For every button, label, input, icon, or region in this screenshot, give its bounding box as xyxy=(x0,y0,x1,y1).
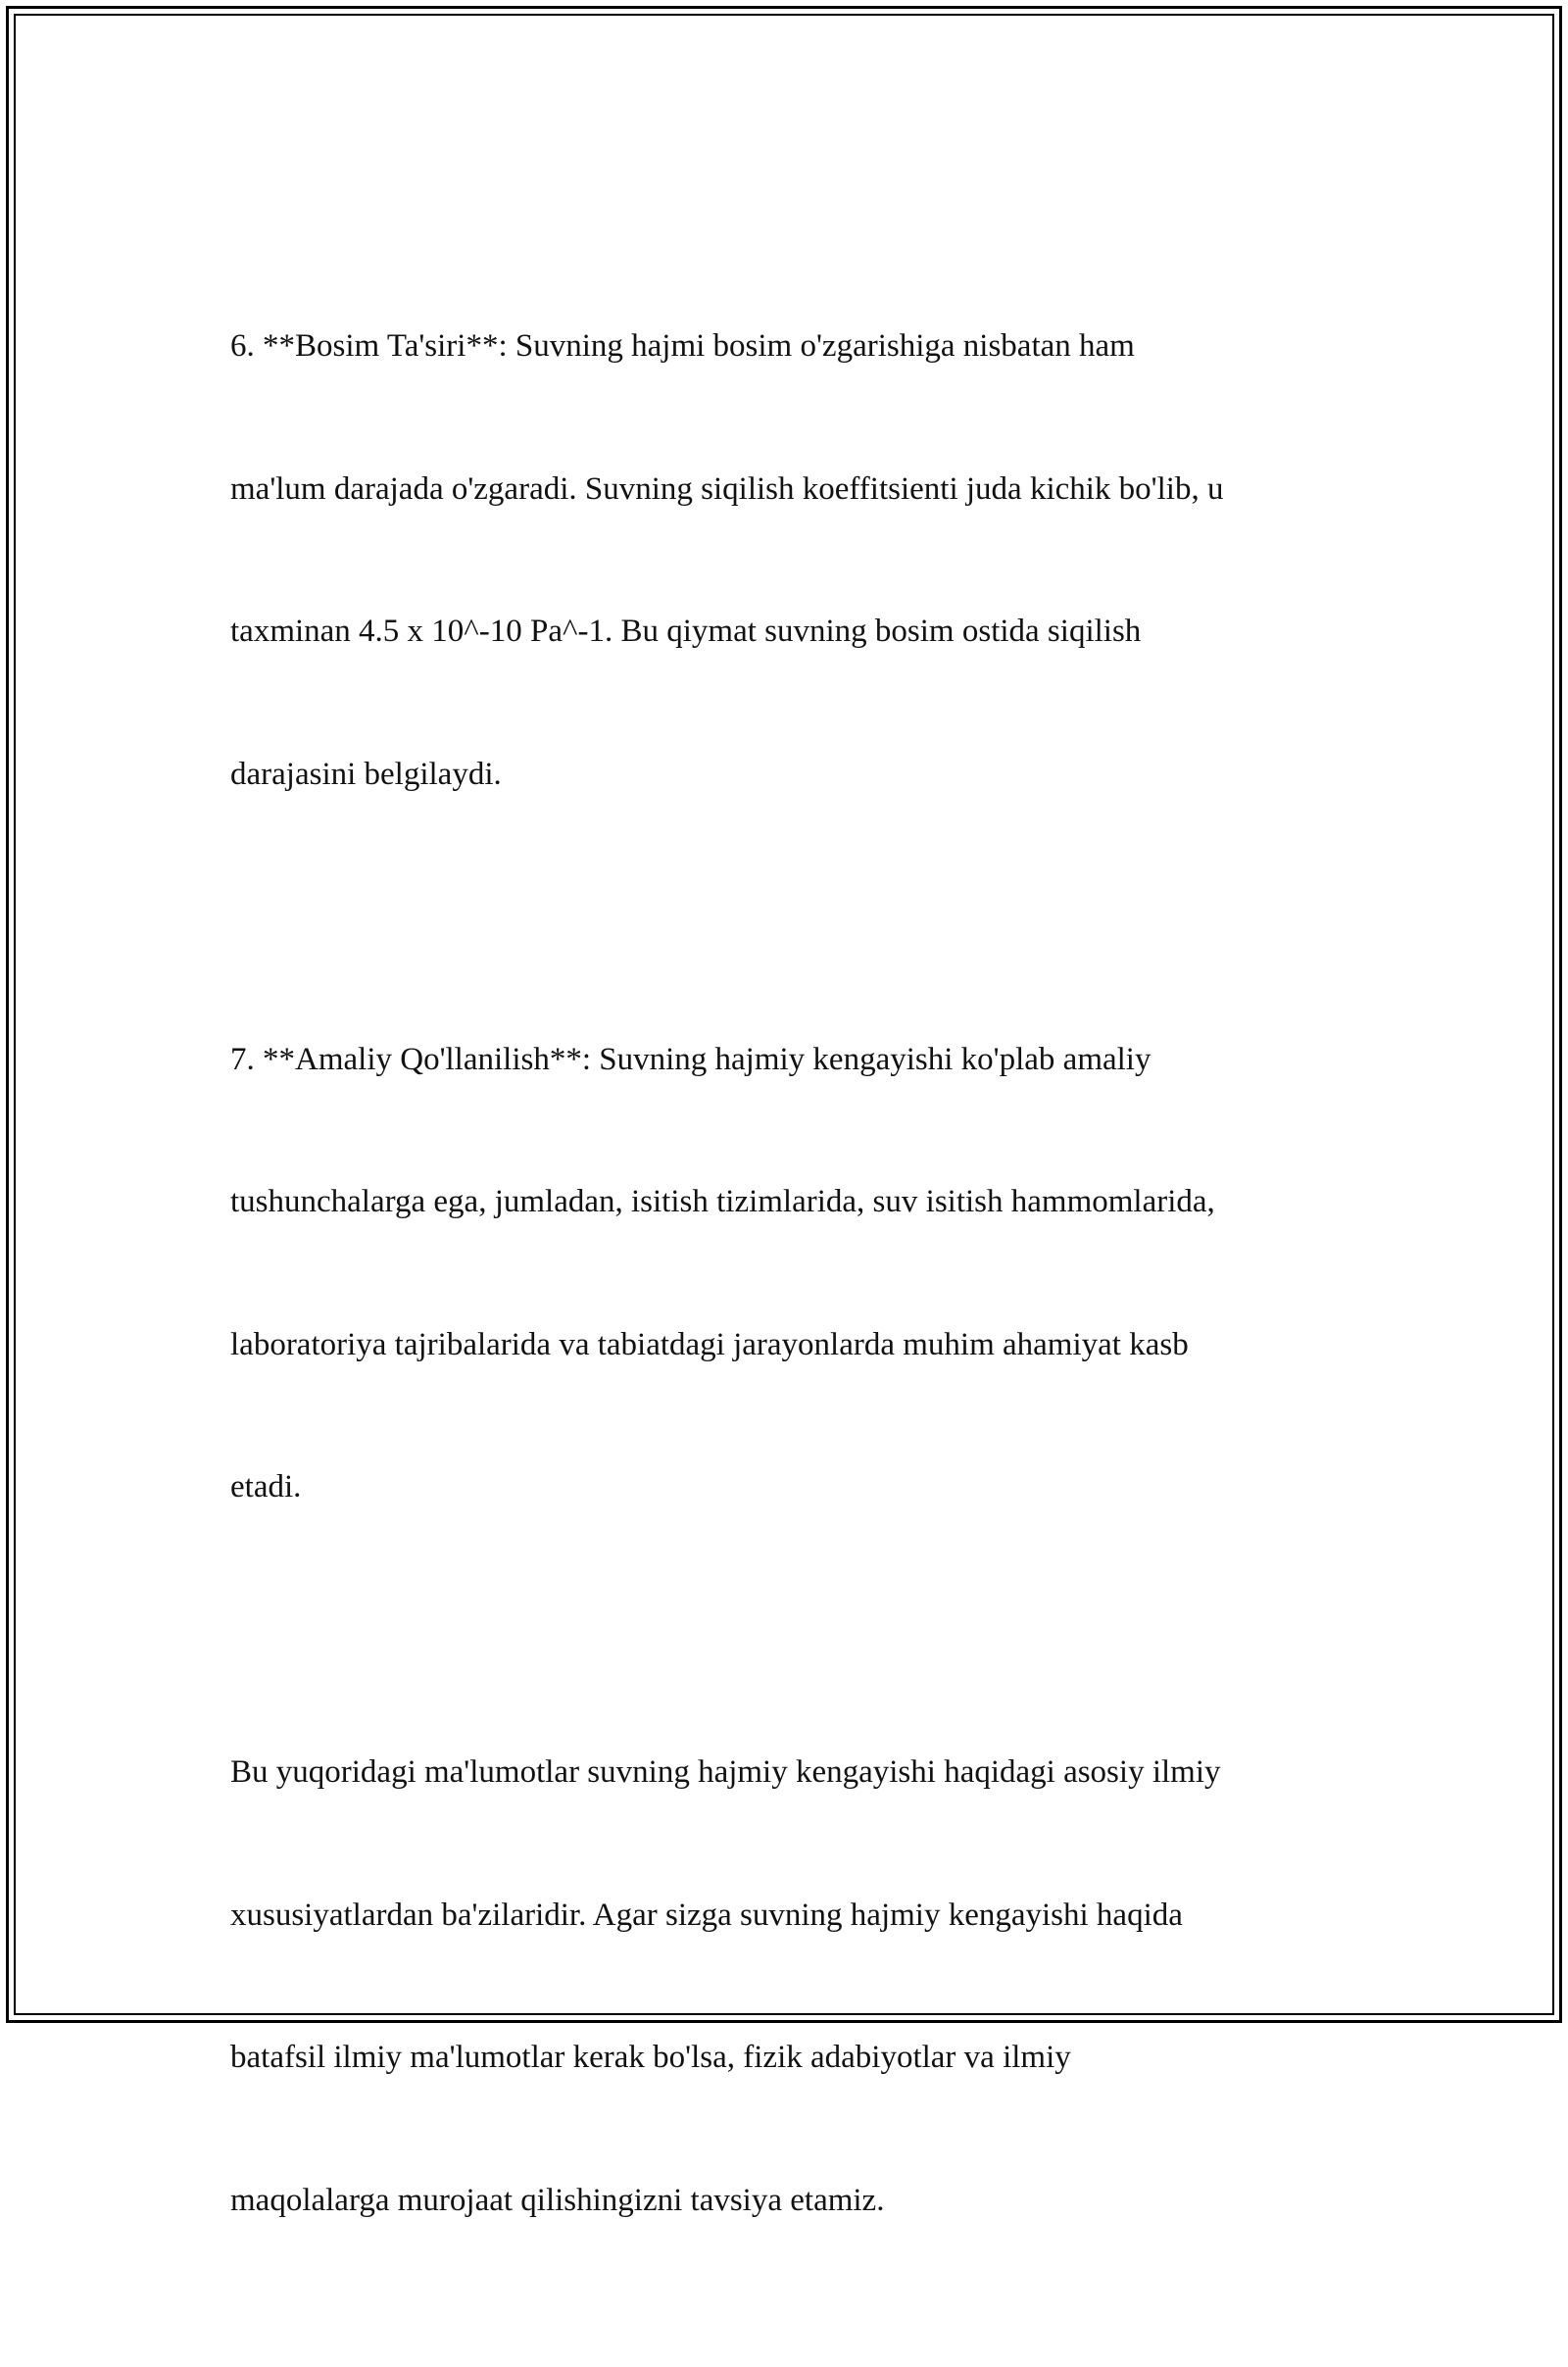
text-line: xususiyatlardan ba'zilaridir. Agar sizga suvning hajmiy kengayishi haqida xyxy=(230,1897,1183,1933)
paragraph-bosim-tasiri xyxy=(230,227,1348,893)
text-line: maqolalarga murojaat qilishingizni tavsiya etamiz. xyxy=(230,2182,885,2218)
paragraph-amaliy-qollanilish xyxy=(230,941,1348,1606)
paragraph-conclusion xyxy=(230,1653,1348,2319)
text-line: etadi. xyxy=(230,1469,302,1504)
text-line: taxminan 4.5 x 10^-10 Pa^-1. Bu qiymat suvning bosim ostida siqilish xyxy=(230,614,1142,649)
text-line: Bu yuqoridagi ma'lumotlar suvning hajmiy kengayishi haqidagi asosiy ilmiy xyxy=(230,1754,1221,1790)
text-line: darajasini belgilaydi. xyxy=(230,756,502,792)
text-line: ma'lum darajada o'zgaradi. Suvning siqilish koeffitsienti juda kichik bo'lib, u xyxy=(230,470,1224,507)
document-body xyxy=(230,227,1348,2367)
text-line: tushunchalarga ega, jumladan, isitish tizimlarida, suv isitish hammomlarida, xyxy=(230,1184,1215,1219)
text-line: batafsil ilmiy ma'lumotlar kerak bo'lsa, fizik adabiyotlar va ilmiy xyxy=(230,2040,1071,2075)
text-line: laboratoriya tajribalarida va tabiatdagi jarayonlarda muhim ahamiyat kasb xyxy=(230,1326,1189,1362)
text-line: 6. **Bosim Ta'siri**: Suvning hajmi bosim o'zgarishiga nisbatan ham xyxy=(230,328,1135,364)
text-line: 7. **Amaliy Qo'llanilish**: Suvning hajmiy kengayishi ko'plab amaliy xyxy=(230,1041,1152,1077)
